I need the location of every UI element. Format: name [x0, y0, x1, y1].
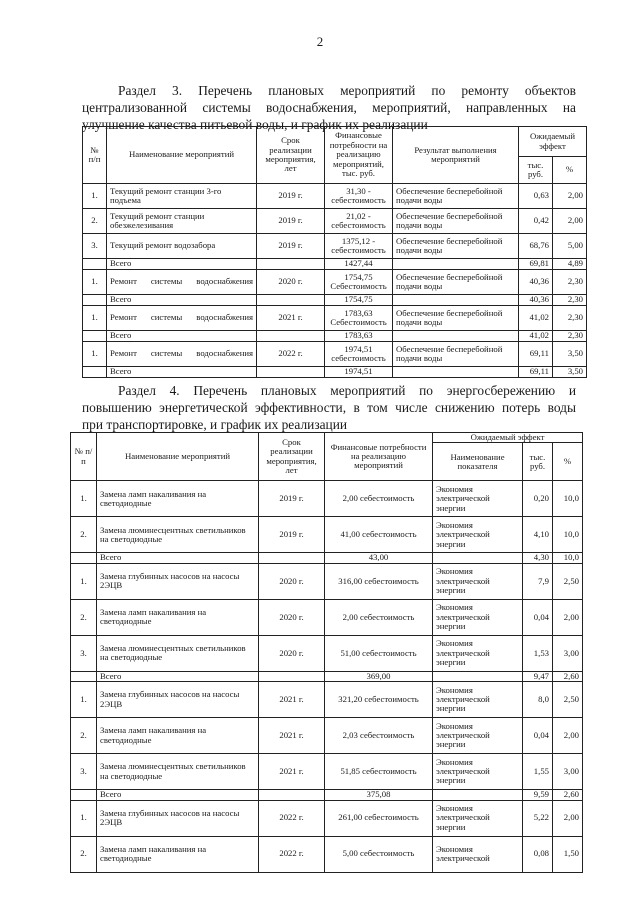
- num-cell: [83, 367, 107, 378]
- header-finance: Финансовые потребности на реализацию мероприятий, тыс. руб.: [325, 127, 393, 184]
- name-cell: Замена ламп накаливания на светодиодные: [97, 481, 259, 517]
- page-number: 2: [316, 34, 324, 49]
- name-cell: Ремонт системы водоснабжения: [107, 342, 257, 367]
- name-cell: Текущий ремонт станции обезжелезивания: [107, 209, 257, 234]
- num-cell: 1.: [71, 800, 97, 836]
- section4-heading: [82, 382, 576, 433]
- header-name: Наименование мероприятий: [107, 127, 257, 184]
- effect-pct-cell: 2,00: [553, 599, 583, 635]
- table-row: [71, 517, 583, 553]
- effect-rub-cell: 4,10: [523, 517, 553, 553]
- effect-pct-cell: 5,00: [553, 234, 587, 259]
- term-cell: 2022 г.: [259, 836, 325, 872]
- num-cell: 3.: [83, 234, 107, 259]
- effect-rub-cell: 0,20: [523, 481, 553, 517]
- effect-pct-cell: 2,60: [553, 671, 583, 681]
- table-row: [71, 599, 583, 635]
- indicator-cell: [433, 553, 523, 563]
- total-label: Всего: [107, 295, 257, 306]
- finance-cell: 1754,75 Себестоимость: [325, 270, 393, 295]
- name-cell: Замена люминесцентных светильников на светодиодные: [97, 517, 259, 553]
- header-indicator: Наименование показателя: [433, 443, 523, 481]
- effect-rub-cell: 0,42: [519, 209, 553, 234]
- num-cell: 1.: [71, 481, 97, 517]
- effect-pct-cell: 2,50: [553, 682, 583, 718]
- section3-table: [82, 126, 587, 378]
- indicator-cell: [433, 671, 523, 681]
- effect-pct-cell: 2,60: [553, 790, 583, 800]
- num-cell: [71, 671, 97, 681]
- term-cell: [257, 259, 325, 270]
- indicator-cell: Экономия электрической энергии: [433, 800, 523, 836]
- header-num: № п/п: [71, 433, 97, 481]
- section3-heading-line: Раздел 3. Перечень плановых мероприятий по ремонту объектов: [118, 83, 576, 98]
- name-cell: Текущий ремонт водозабора: [107, 234, 257, 259]
- effect-pct-cell: 2,30: [553, 331, 587, 342]
- term-cell: 2019 г.: [257, 184, 325, 209]
- name-cell: Замена ламп накаливания на светодиодные: [97, 836, 259, 872]
- effect-rub-cell: 8,0: [523, 682, 553, 718]
- term-cell: 2021 г.: [259, 718, 325, 754]
- effect-pct-cell: 3,00: [553, 635, 583, 671]
- name-cell: Замена глубинных насосов на насосы 2ЭЦВ: [97, 682, 259, 718]
- table-row: [83, 184, 587, 209]
- effect-rub-cell: 1,55: [523, 754, 553, 790]
- term-cell: 2021 г.: [257, 306, 325, 331]
- num-cell: 2.: [71, 718, 97, 754]
- effect-rub-cell: 41,02: [519, 306, 553, 331]
- table-total-row: [83, 331, 587, 342]
- num-cell: [71, 553, 97, 563]
- table-total-row: [71, 671, 583, 681]
- result-cell: Обеспечение бесперебойной подачи воды: [393, 270, 519, 295]
- effect-rub-cell: 0,04: [523, 599, 553, 635]
- header-effect-rub: тыс. руб.: [519, 157, 553, 184]
- indicator-cell: Экономия электрической энергии: [433, 754, 523, 790]
- table-row: [71, 682, 583, 718]
- effect-rub-cell: 9,47: [523, 671, 553, 681]
- term-cell: [257, 331, 325, 342]
- effect-rub-cell: 0,63: [519, 184, 553, 209]
- name-cell: Замена глубинных насосов на насосы 2ЭЦВ: [97, 800, 259, 836]
- term-cell: 2021 г.: [259, 682, 325, 718]
- effect-pct-cell: 2,30: [553, 295, 587, 306]
- finance-cell: 2,00 себестоимость: [325, 599, 433, 635]
- header-result: Результат выполнения мероприятий: [393, 127, 519, 184]
- finance-cell: 1375,12 - себестоимость: [325, 234, 393, 259]
- num-cell: 2.: [71, 836, 97, 872]
- table-row: [71, 563, 583, 599]
- effect-pct-cell: 2,30: [553, 306, 587, 331]
- effect-pct-cell: 10,0: [553, 553, 583, 563]
- header-term: Срок реализации мероприятия, лет: [259, 433, 325, 481]
- indicator-cell: Экономия электрической энергии: [433, 517, 523, 553]
- num-cell: [83, 331, 107, 342]
- section4-heading-line: повышению энергетической эффективности, в том числе снижению потерь воды: [82, 400, 576, 415]
- header-effect-pct: %: [553, 157, 587, 184]
- effect-rub-cell: 69,11: [519, 342, 553, 367]
- num-cell: 3.: [71, 754, 97, 790]
- result-cell: Обеспечение бесперебойной подачи воды: [393, 209, 519, 234]
- result-cell: Обеспечение бесперебойной подачи воды: [393, 306, 519, 331]
- name-cell: Текущий ремонт станции 3-го подъема: [107, 184, 257, 209]
- effect-pct-cell: 2,00: [553, 184, 587, 209]
- section3-heading-line: централизованной системы водоснабжения, мероприятий, направленных на: [82, 100, 576, 115]
- finance-cell: 2,00 себестоимость: [325, 481, 433, 517]
- effect-rub-cell: 1,53: [523, 635, 553, 671]
- section4-heading-line: при транспортировке, и график их реализации: [82, 417, 348, 432]
- num-cell: 2.: [83, 209, 107, 234]
- effect-pct-cell: 2,00: [553, 800, 583, 836]
- result-cell: [393, 331, 519, 342]
- finance-cell: 1974,51 себестоимость: [325, 342, 393, 367]
- indicator-cell: Экономия электрической энергии: [433, 599, 523, 635]
- num-cell: 1.: [83, 270, 107, 295]
- term-cell: 2020 г.: [257, 270, 325, 295]
- term-cell: 2019 г.: [259, 481, 325, 517]
- table-total-row: [71, 790, 583, 800]
- header-num: № п/п: [83, 127, 107, 184]
- table-total-row: [83, 367, 587, 378]
- indicator-cell: Экономия электрической энергии: [433, 682, 523, 718]
- table-row: [71, 836, 583, 872]
- term-cell: [259, 553, 325, 563]
- effect-pct-cell: 2,50: [553, 563, 583, 599]
- finance-cell: 1754,75: [325, 295, 393, 306]
- num-cell: 1.: [83, 184, 107, 209]
- table-row: [71, 800, 583, 836]
- indicator-cell: Экономия электрической энергии: [433, 718, 523, 754]
- effect-rub-cell: 40,36: [519, 270, 553, 295]
- name-cell: Замена глубинных насосов на насосы 2ЭЦВ: [97, 563, 259, 599]
- term-cell: 2020 г.: [259, 563, 325, 599]
- table-total-row: [83, 259, 587, 270]
- term-cell: 2022 г.: [259, 800, 325, 836]
- indicator-cell: [433, 790, 523, 800]
- table-row: [83, 234, 587, 259]
- finance-cell: 1427,44: [325, 259, 393, 270]
- effect-rub-cell: 0,04: [523, 718, 553, 754]
- effect-pct-cell: 2,30: [553, 270, 587, 295]
- effect-rub-cell: 69,81: [519, 259, 553, 270]
- num-cell: 2.: [71, 517, 97, 553]
- total-label: Всего: [107, 331, 257, 342]
- table-row: [71, 754, 583, 790]
- table-row: [71, 635, 583, 671]
- effect-pct-cell: 3,00: [553, 754, 583, 790]
- table-row: [71, 718, 583, 754]
- effect-rub-cell: 69,11: [519, 367, 553, 378]
- num-cell: 1.: [83, 306, 107, 331]
- finance-cell: 51,00 себестоимость: [325, 635, 433, 671]
- effect-pct-cell: 10,0: [553, 481, 583, 517]
- num-cell: 1.: [83, 342, 107, 367]
- effect-pct-cell: 1,50: [553, 836, 583, 872]
- name-cell: Замена ламп накаливания на светодиодные: [97, 718, 259, 754]
- total-label: Всего: [97, 790, 259, 800]
- section4-table: [70, 432, 583, 873]
- num-cell: [83, 259, 107, 270]
- effect-rub-cell: 4,30: [523, 553, 553, 563]
- num-cell: [83, 295, 107, 306]
- num-cell: 1.: [71, 563, 97, 599]
- term-cell: [257, 295, 325, 306]
- indicator-cell: Экономия электрической энергии: [433, 563, 523, 599]
- table-total-row: [83, 295, 587, 306]
- finance-cell: 1783,63 Себестоимость: [325, 306, 393, 331]
- num-cell: [71, 790, 97, 800]
- term-cell: [259, 671, 325, 681]
- finance-cell: 1783,63: [325, 331, 393, 342]
- num-cell: 3.: [71, 635, 97, 671]
- finance-cell: 51,85 себестоимость: [325, 754, 433, 790]
- num-cell: 2.: [71, 599, 97, 635]
- term-cell: 2020 г.: [259, 599, 325, 635]
- section3-heading-line: улучшение качества питьевой воды, и график их реализации: [82, 117, 428, 132]
- finance-cell: 5,00 себестоимость: [325, 836, 433, 872]
- finance-cell: 261,00 себестоимость: [325, 800, 433, 836]
- effect-rub-cell: 5,22: [523, 800, 553, 836]
- term-cell: 2022 г.: [257, 342, 325, 367]
- total-label: Всего: [97, 553, 259, 563]
- term-cell: 2019 г.: [259, 517, 325, 553]
- finance-cell: 316,00 себестоимость: [325, 563, 433, 599]
- term-cell: [259, 790, 325, 800]
- finance-cell: 1974,51: [325, 367, 393, 378]
- name-cell: Замена люминесцентных светильников на светодиодные: [97, 635, 259, 671]
- result-cell: [393, 295, 519, 306]
- result-cell: Обеспечение бесперебойной подачи воды: [393, 342, 519, 367]
- effect-rub-cell: 7,9: [523, 563, 553, 599]
- name-cell: Замена ламп накаливания на светодиодные: [97, 599, 259, 635]
- total-label: Всего: [107, 259, 257, 270]
- num-cell: 1.: [71, 682, 97, 718]
- table-row: [83, 270, 587, 295]
- effect-pct-cell: 4,89: [553, 259, 587, 270]
- table-row: [83, 306, 587, 331]
- total-label: Всего: [107, 367, 257, 378]
- section4-heading-line: Раздел 4. Перечень плановых мероприятий по энергосбережению и: [118, 383, 576, 398]
- total-label: Всего: [97, 671, 259, 681]
- finance-cell: 43,00: [325, 553, 433, 563]
- table-row: [83, 342, 587, 367]
- term-cell: 2020 г.: [259, 635, 325, 671]
- effect-pct-cell: 2,00: [553, 209, 587, 234]
- table-total-row: [71, 553, 583, 563]
- effect-rub-cell: 0,08: [523, 836, 553, 872]
- finance-cell: 321,20 себестоимость: [325, 682, 433, 718]
- finance-cell: 41,00 себестоимость: [325, 517, 433, 553]
- table-row: [83, 209, 587, 234]
- name-cell: Замена люминесцентных светильников на светодиодные: [97, 754, 259, 790]
- term-cell: [257, 367, 325, 378]
- effect-pct-cell: 3,50: [553, 367, 587, 378]
- header-effect-pct: %: [553, 443, 583, 481]
- header-name: Наименование мероприятий: [97, 433, 259, 481]
- indicator-cell: Экономия электрической энергии: [433, 481, 523, 517]
- term-cell: 2021 г.: [259, 754, 325, 790]
- effect-rub-cell: 41,02: [519, 331, 553, 342]
- result-cell: [393, 367, 519, 378]
- finance-cell: 31,30 - себестоимость: [325, 184, 393, 209]
- indicator-cell: Экономия электрической: [433, 836, 523, 872]
- name-cell: Ремонт системы водоснабжения: [107, 306, 257, 331]
- term-cell: 2019 г.: [257, 234, 325, 259]
- result-cell: [393, 259, 519, 270]
- effect-pct-cell: 10,0: [553, 517, 583, 553]
- header-term: Срок реализации мероприятия, лет: [257, 127, 325, 184]
- finance-cell: 375,08: [325, 790, 433, 800]
- header-effect: Ожидаемый эффект: [433, 433, 583, 443]
- finance-cell: 369,00: [325, 671, 433, 681]
- effect-pct-cell: 3,50: [553, 342, 587, 367]
- indicator-cell: Экономия электрической энергии: [433, 635, 523, 671]
- effect-rub-cell: 9,59: [523, 790, 553, 800]
- name-cell: Ремонт системы водоснабжения: [107, 270, 257, 295]
- finance-cell: 2,03 себестоимость: [325, 718, 433, 754]
- effect-rub-cell: 40,36: [519, 295, 553, 306]
- header-finance: Финансовые потребности на реализацию мероприятий: [325, 433, 433, 481]
- header-effect-rub: тыс. руб.: [523, 443, 553, 481]
- effect-rub-cell: 68,76: [519, 234, 553, 259]
- result-cell: Обеспечение бесперебойной подачи воды: [393, 234, 519, 259]
- table-row: [71, 481, 583, 517]
- effect-pct-cell: 2,00: [553, 718, 583, 754]
- result-cell: Обеспечение бесперебойной подачи воды: [393, 184, 519, 209]
- finance-cell: 21,02 - себестоимость: [325, 209, 393, 234]
- header-effect: Ожидаемый эффект: [519, 127, 587, 157]
- term-cell: 2019 г.: [257, 209, 325, 234]
